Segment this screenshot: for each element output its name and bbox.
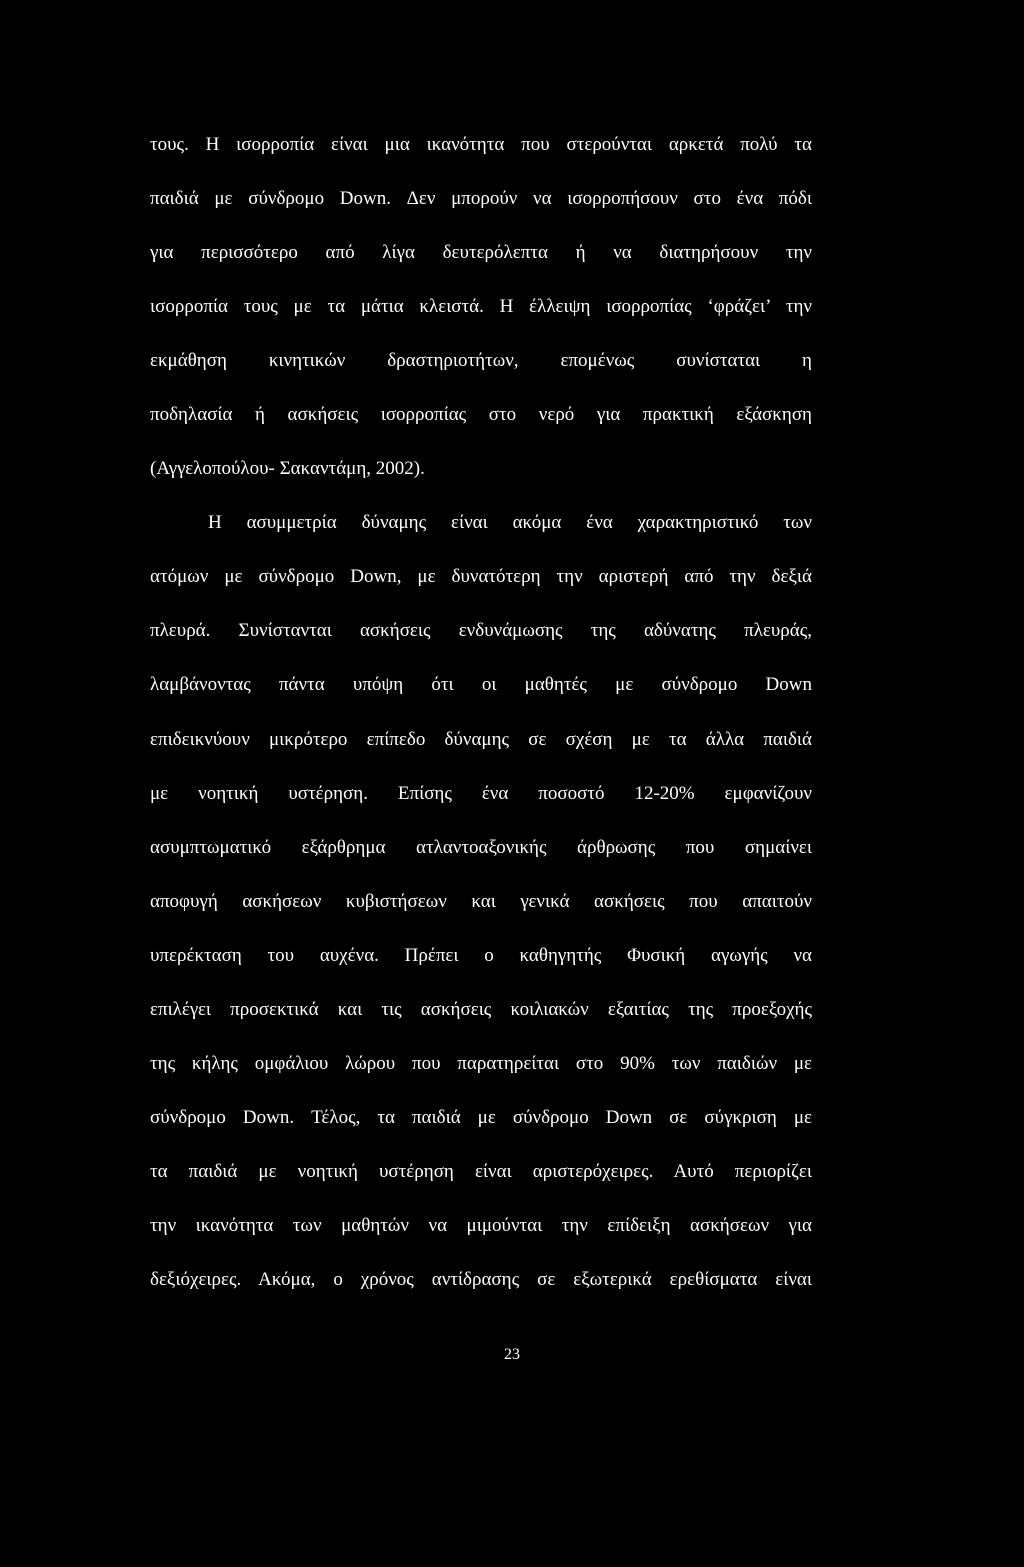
text-line: υπερέκταση του αυχένα. Πρέπει ο καθηγητής Φυσική αγωγής να — [150, 944, 812, 966]
text-line: ασυμπτωματικό εξάρθρημα ατλαντοαξονικής άρθρωσης που σημαίνει — [150, 836, 812, 858]
text-line: επιλέγει προσεκτικά και τις ασκήσεις κοιλιακών εξαιτίας της προεξοχής — [150, 998, 812, 1020]
text-line: παιδιά με σύνδρομο Down. Δεν μπορούν να ισορροπήσουν στο ένα πόδι — [150, 188, 812, 210]
text-line: ατόμων με σύνδρομο Down, με δυνατότερη την αριστερή από την δεξιά — [150, 566, 812, 588]
page-number: 23 — [504, 1346, 520, 1363]
text-line: τους. Η ισορροπία είναι μια ικανότητα που στερούνται αρκετά πολύ τα — [150, 134, 812, 155]
text-line: ισορροπία τους με τα μάτια κλειστά. Η έλλειψη ισορροπίας ‘φράζει’ την — [150, 296, 812, 318]
text-line: εκμάθηση κινητικών δραστηριοτήτων, επομένως συνίσταται η — [150, 350, 812, 372]
text-line: σύνδρομο Down. Τέλος, τα παιδιά με σύνδρομο Down σε σύγκριση με — [150, 1106, 812, 1128]
text-line: λαμβάνοντας πάντα υπόψη ότι οι μαθητές με σύνδρομο Down — [150, 674, 812, 696]
body-text — [150, 124, 812, 1313]
text-line: δεξιόχειρες. Ακόμα, ο χρόνος αντίδρασης σε εξωτερικά ερεθίσματα είναι — [150, 1268, 812, 1290]
text-line: την ικανότητα των μαθητών να μιμούνται την επίδειξη ασκήσεων για — [150, 1214, 812, 1236]
text-line: πλευρά. Συνίστανται ασκήσεις ενδυνάμωσης της αδύνατης πλευράς, — [150, 620, 812, 642]
text-line: για περισσότερο από λίγα δευτερόλεπτα ή να διατηρήσουν την — [150, 242, 812, 264]
text-line: τα παιδιά με νοητική υστέρηση είναι αριστερόχειρες. Αυτό περιορίζει — [150, 1160, 812, 1182]
text-line: (Αγγελοπούλου- Σακαντάμη, 2002). — [150, 458, 425, 480]
text-line: αποφυγή ασκήσεων κυβιστήσεων και γενικά ασκήσεις που απαιτούν — [150, 890, 812, 912]
text-line: ποδηλασία ή ασκήσεις ισορροπίας στο νερό για πρακτική εξάσκηση — [150, 404, 812, 426]
text-line: Η ασυμμετρία δύναμης είναι ακόμα ένα χαρακτηριστικό των — [208, 512, 812, 534]
text-line: επιδεικνύουν μικρότερο επίπεδο δύναμης σε σχέση με τα άλλα παιδιά — [150, 728, 812, 750]
text-line: της κήλης ομφάλιου λώρου που παρατηρείται στο 90% των παιδιών με — [150, 1052, 812, 1074]
text-line: με νοητική υστέρηση. Επίσης ένα ποσοστό 12-20% εμφανίζουν — [150, 782, 812, 804]
